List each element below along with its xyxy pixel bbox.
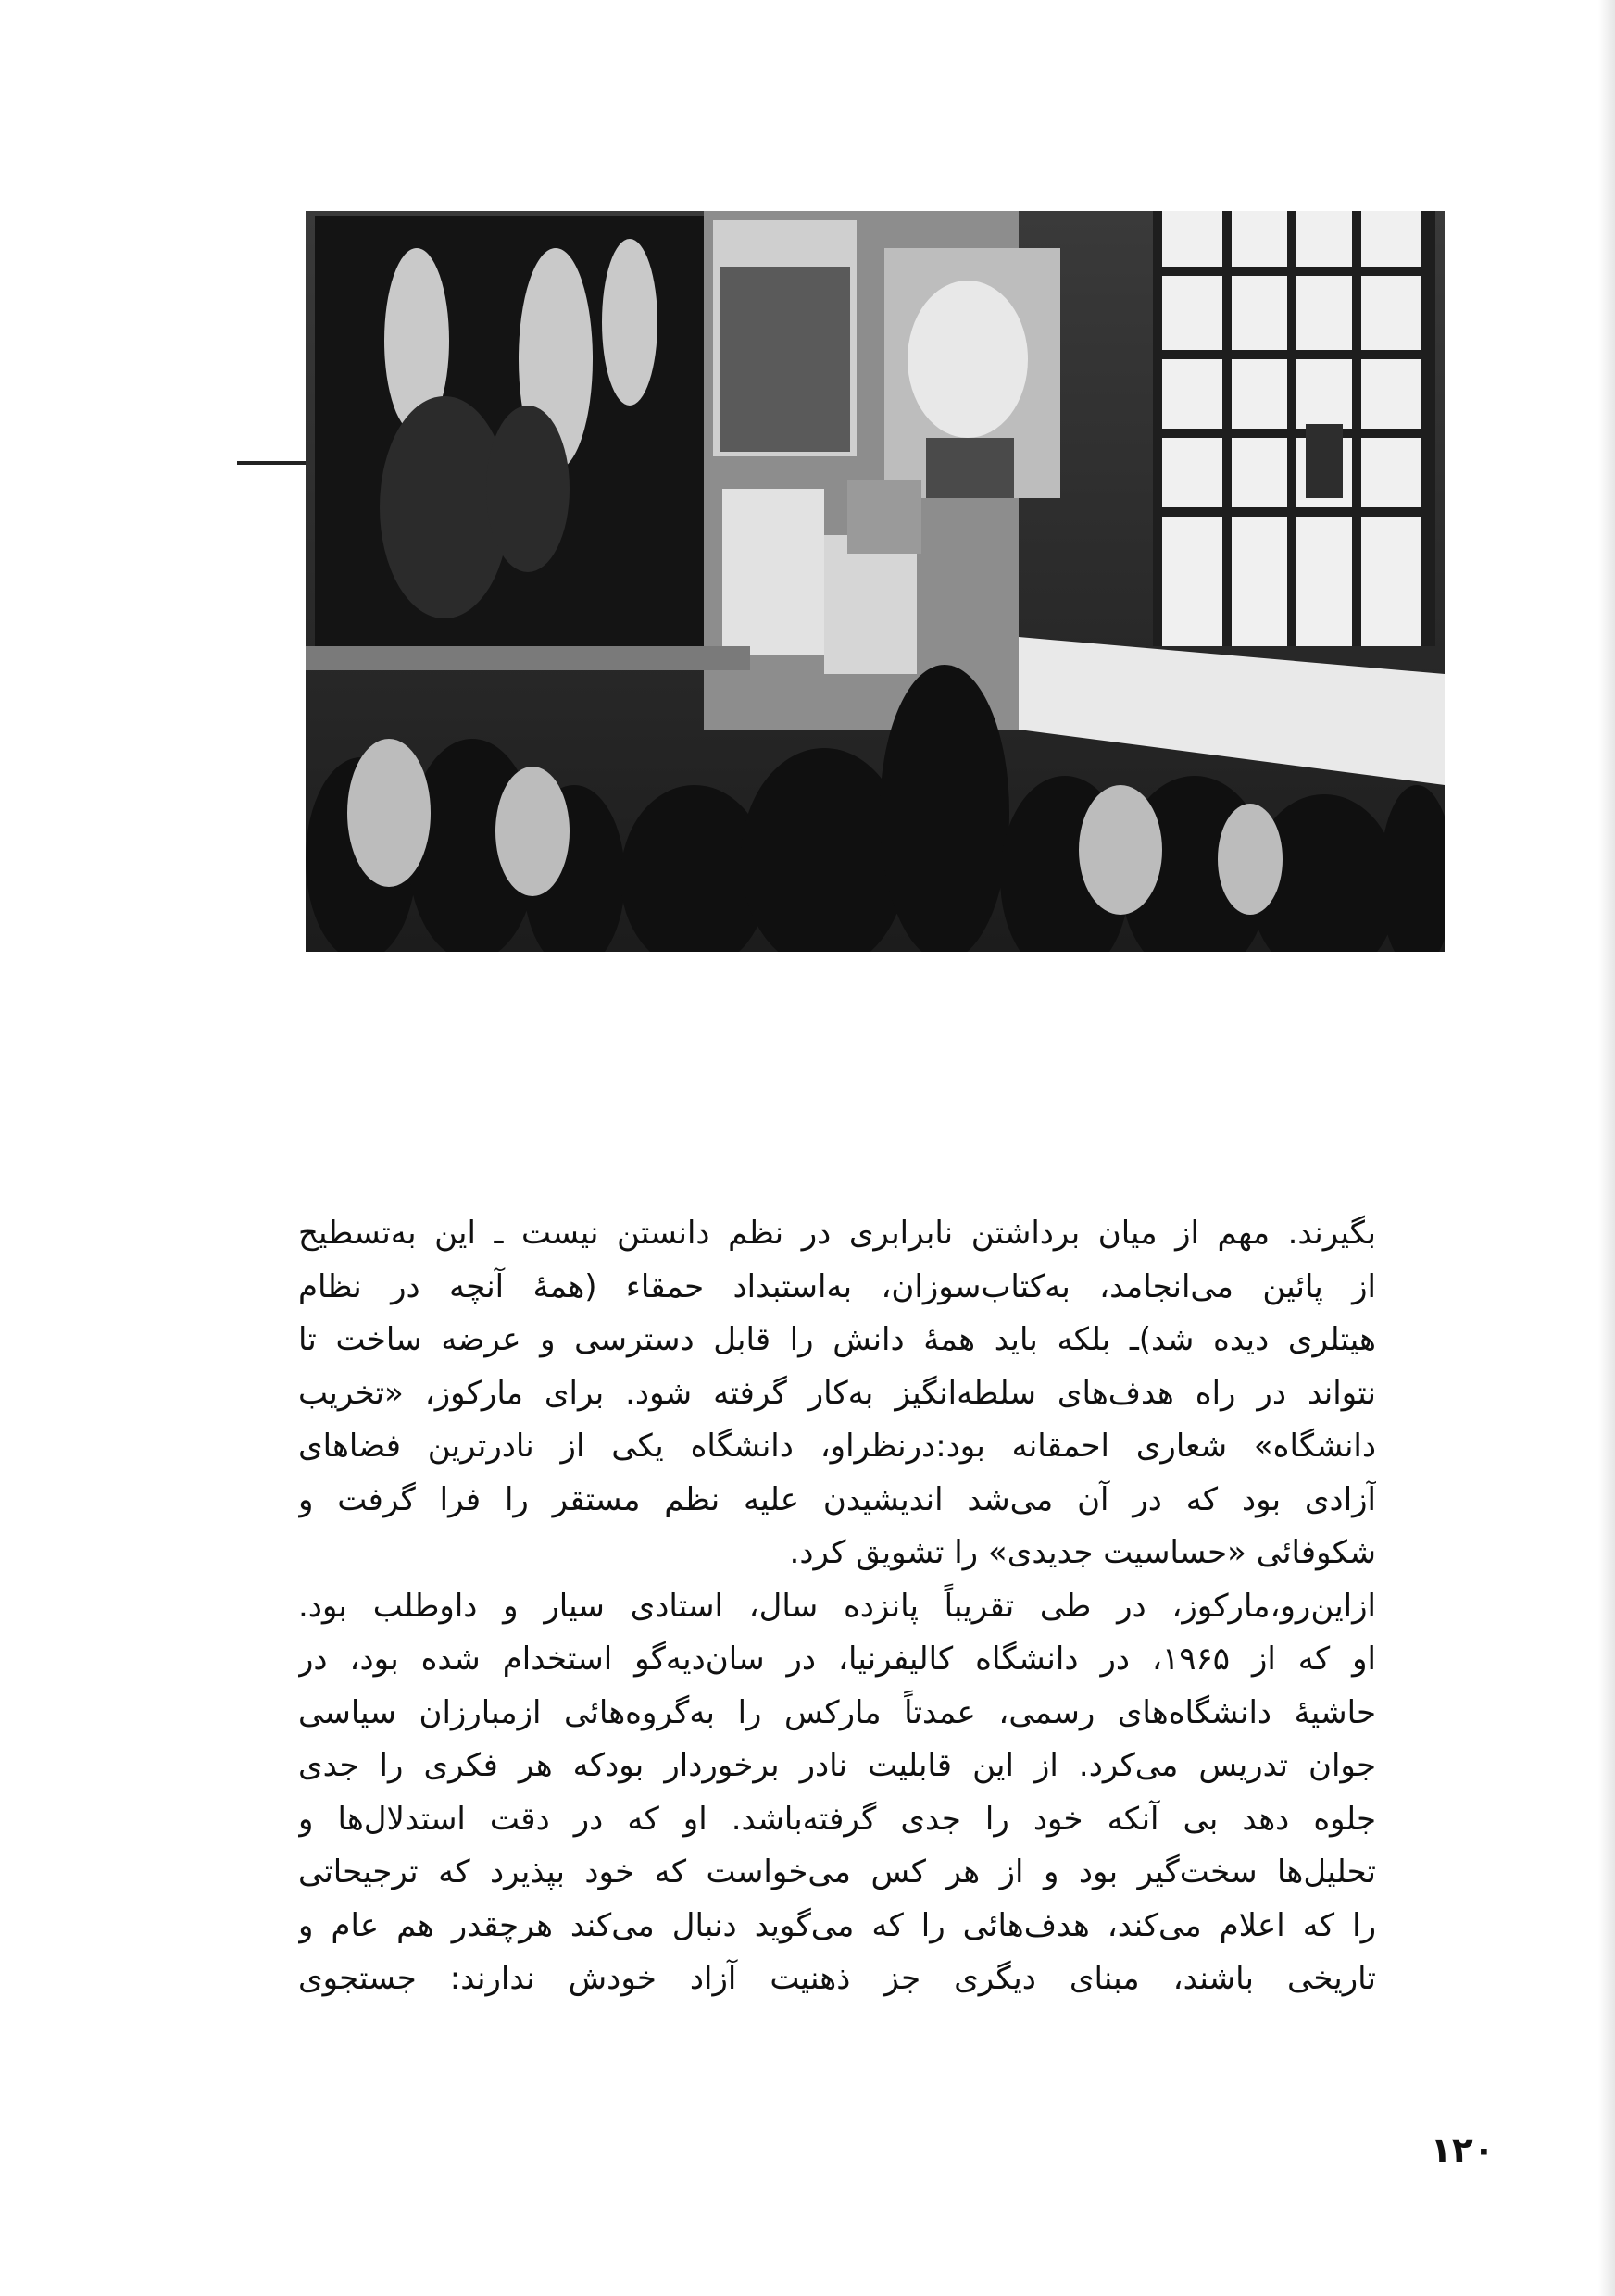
text-line: تاریخی باشند، مبنای دیگری جز ذهنیت آزاد خودش ندارند: جستجوی [298,1960,1376,1997]
photograph-icon [306,211,1445,952]
text-line: جلوه دهد بی آنکه خود را جدی گرفته‌باشد. او که در دقت استدلال‌ها و [298,1800,1376,1838]
text-line: تحلیل‌ها سخت‌گیر بود و از هر کس می‌خواست که خود بپذیرد که ترجیحاتی [298,1853,1376,1890]
text-line: هیتلری دیده شد)ـ بلکه باید همهٔ دانش را قابل دسترسی و عرضه ساخت تا [298,1321,1376,1358]
text-line: شکوفائی «حساسیت جدیدی» را تشویق کرد. [789,1534,1376,1571]
text-line: حاشیهٔ دانشگاه‌های رسمی، عمدتاً مارکس را به‌گروه‌هائی ازمبارزان سیاسی [298,1693,1376,1731]
protest-photograph [306,211,1445,952]
text-line: ازاین‌رو،مارکوز، در طی تقریباً پانزده سال، استادی سیار و داوطلب بود. [298,1587,1376,1625]
text-line: آزادی بود که در آن می‌شد اندیشیدن علیه نظم مستقر را فرا گرفت و [298,1480,1376,1518]
text-line: دانشگاه» شعاری احمقانه بود:درنظراو، دانشگاه یکی از نادرترین فضاهای [298,1428,1376,1465]
text-line: بگیرند. مهم از میان برداشتن نابرابری در نظم دانستن نیست ـ این به‌تسطیح [298,1215,1376,1252]
body-text [298,1207,1376,2006]
photo-margin-mark [237,461,307,465]
text-line: از پائین می‌انجامد، به‌کتاب‌سوزان، به‌استبداد حمقاء (همهٔ آنچه در نظام [298,1267,1376,1305]
page-number: ۱۲۰ [1430,2129,1495,2170]
text-line: را که اعلام می‌کند، هدف‌هائی را که می‌گوید دنبال می‌کند هرچقدر هم عام و [298,1906,1376,1944]
paragraph [298,1207,1376,1580]
page-edge [1598,0,1615,2296]
text-line: نتواند در راه هدف‌های سلطه‌انگیز به‌کار گرفته شود. برای مارکوز، «تخریب [298,1374,1376,1412]
text-line: جوان تدریس می‌کرد. از این قابلیت نادر برخوردار بودکه هر فکری را جدی [298,1747,1376,1784]
text-line: او که از ۱۹۶۵، در دانشگاه کالیفرنیا، در سان‌دیه‌گو استخدام شده بود، در [298,1641,1376,1678]
paragraph [298,1580,1376,2006]
